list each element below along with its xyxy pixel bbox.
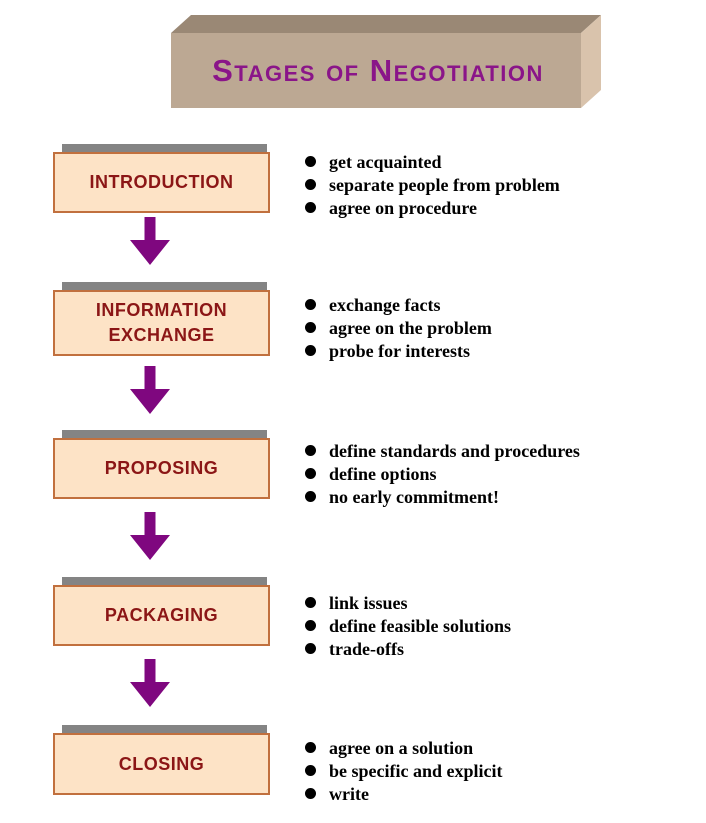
bullet-list-information-exchange: [305, 294, 695, 363]
bullet-icon: [305, 765, 316, 776]
bullet-icon: [305, 643, 316, 654]
bullet-label: trade-offs: [329, 639, 404, 659]
bullet-icon: [305, 179, 316, 190]
stage-box-information-exchange: [53, 290, 270, 356]
list-item: [305, 783, 695, 806]
bullet-icon: [305, 742, 316, 753]
list-item: [305, 340, 695, 363]
stage-label: INFORMATION EXCHANGE: [95, 300, 228, 345]
list-item: [305, 440, 695, 463]
bullet-label: exchange facts: [329, 295, 441, 315]
list-item: [305, 174, 695, 197]
down-arrow-icon: [130, 659, 170, 707]
bullet-list-proposing: [305, 440, 695, 509]
bullet-icon: [305, 491, 316, 502]
bullet-label: get acquainted: [329, 152, 442, 172]
down-arrow-icon: [130, 366, 170, 414]
down-arrow-icon: [130, 217, 170, 265]
stage-label: PROPOSING: [104, 458, 219, 478]
bullet-icon: [305, 788, 316, 799]
bullet-label: write: [329, 784, 369, 804]
list-item: [305, 151, 695, 174]
bullet-label: define standards and procedures: [329, 441, 580, 461]
list-item: [305, 592, 695, 615]
bullet-icon: [305, 445, 316, 456]
down-arrow-icon: [130, 512, 170, 560]
bullet-label: no early commitment!: [329, 487, 499, 507]
stage-box-closing: [53, 733, 270, 795]
list-item: [305, 760, 695, 783]
list-item: [305, 615, 695, 638]
stage-box-packaging: [53, 585, 270, 646]
bullet-label: link issues: [329, 593, 408, 613]
stage-box-proposing: [53, 438, 270, 499]
bullet-label: define feasible solutions: [329, 616, 512, 636]
bullet-icon: [305, 345, 316, 356]
bullet-icon: [305, 468, 316, 479]
bullet-list-packaging: [305, 592, 695, 661]
bullet-icon: [305, 299, 316, 310]
bullet-icon: [305, 202, 316, 213]
bullet-icon: [305, 597, 316, 608]
bullet-icon: [305, 156, 316, 167]
stage-label: CLOSING: [118, 753, 205, 774]
banner-top-face: [171, 15, 601, 33]
bullet-list-closing: [305, 737, 695, 806]
bullet-label: probe for interests: [329, 341, 470, 361]
bullet-icon: [305, 620, 316, 631]
list-item: [305, 463, 695, 486]
bullet-list-introduction: [305, 151, 695, 220]
list-item: [305, 294, 695, 317]
list-item: [305, 317, 695, 340]
list-item: [305, 197, 695, 220]
list-item: [305, 737, 695, 760]
page-title: Stages of Negotiation: [212, 52, 544, 88]
stage-label: INTRODUCTION: [89, 172, 234, 192]
list-item: [305, 638, 695, 661]
bullet-label: define options: [329, 464, 437, 484]
stage-box-introduction: [53, 152, 270, 213]
bullet-label: be specific and explicit: [329, 761, 503, 781]
stage-label: PACKAGING: [104, 605, 219, 625]
bullet-label: agree on procedure: [329, 198, 477, 218]
bullet-label: separate people from problem: [329, 175, 560, 195]
bullet-icon: [305, 322, 316, 333]
list-item: [305, 486, 695, 509]
bullet-label: agree on a solution: [329, 738, 474, 758]
bullet-label: agree on the problem: [329, 318, 492, 338]
